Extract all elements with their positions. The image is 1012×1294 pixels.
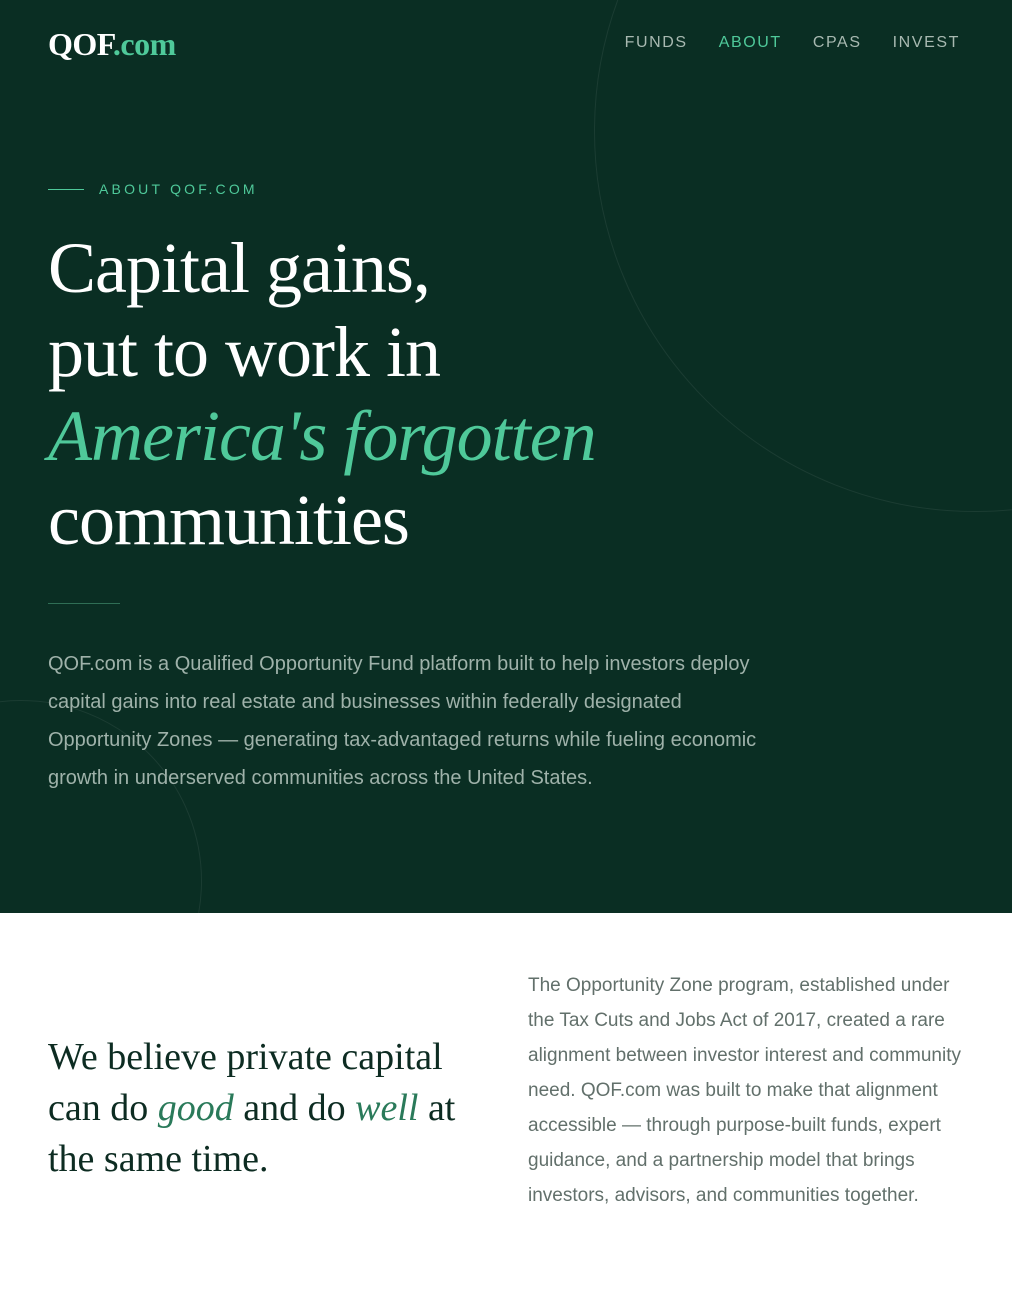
belief-good: good bbox=[157, 1087, 234, 1129]
eyebrow bbox=[48, 180, 258, 198]
headline-line-2: put to work in bbox=[48, 312, 440, 392]
hero-divider bbox=[48, 603, 120, 604]
headline-line-1: Capital gains, bbox=[48, 228, 430, 308]
about-body: The Opportunity Zone program, established under the Tax Cuts and Jobs Act of 2017, created a rare alignment between investor interest and community need. QOF.com was built to make that alignment accessible — through purpose-built funds, expert guidance, and a partnership model that brings investors, advisors, and communities together. bbox=[528, 975, 962, 1206]
logo-accent: .com bbox=[112, 26, 176, 62]
nav-link-invest[interactable]: INVEST bbox=[892, 34, 960, 51]
nav-links bbox=[625, 33, 960, 53]
logo-text: QOF bbox=[48, 26, 113, 62]
headline-line-4: communities bbox=[48, 480, 409, 560]
hero-headline bbox=[48, 226, 596, 562]
about-section bbox=[0, 913, 1012, 1294]
belief-well: well bbox=[355, 1087, 419, 1129]
headline-accent-line: America's forgotten bbox=[48, 396, 596, 476]
belief-text-1: We believe private capital can do bbox=[48, 1036, 443, 1129]
belief-text-3: at the same time. bbox=[48, 1087, 456, 1180]
belief-statement bbox=[48, 1032, 478, 1185]
nav-link-funds[interactable]: FUNDS bbox=[624, 34, 688, 51]
hero-description: QOF.com is a Qualified Opportunity Fund platform built to help investors deploy capital gains into real estate and businesses within federally designated Opportunity Zones — generating tax-advantaged returns while fueling economic growth in underserved communities across the United States. bbox=[48, 653, 757, 789]
nav-link-about[interactable]: ABOUT bbox=[718, 34, 782, 51]
eyebrow-rule bbox=[48, 189, 84, 190]
top-nav bbox=[0, 0, 1012, 88]
site-logo[interactable] bbox=[48, 24, 176, 64]
belief-text-2: and do bbox=[233, 1087, 356, 1129]
eyebrow-label: ABOUT QOF.COM bbox=[99, 181, 258, 197]
nav-link-cpas[interactable]: CPAS bbox=[812, 34, 862, 51]
